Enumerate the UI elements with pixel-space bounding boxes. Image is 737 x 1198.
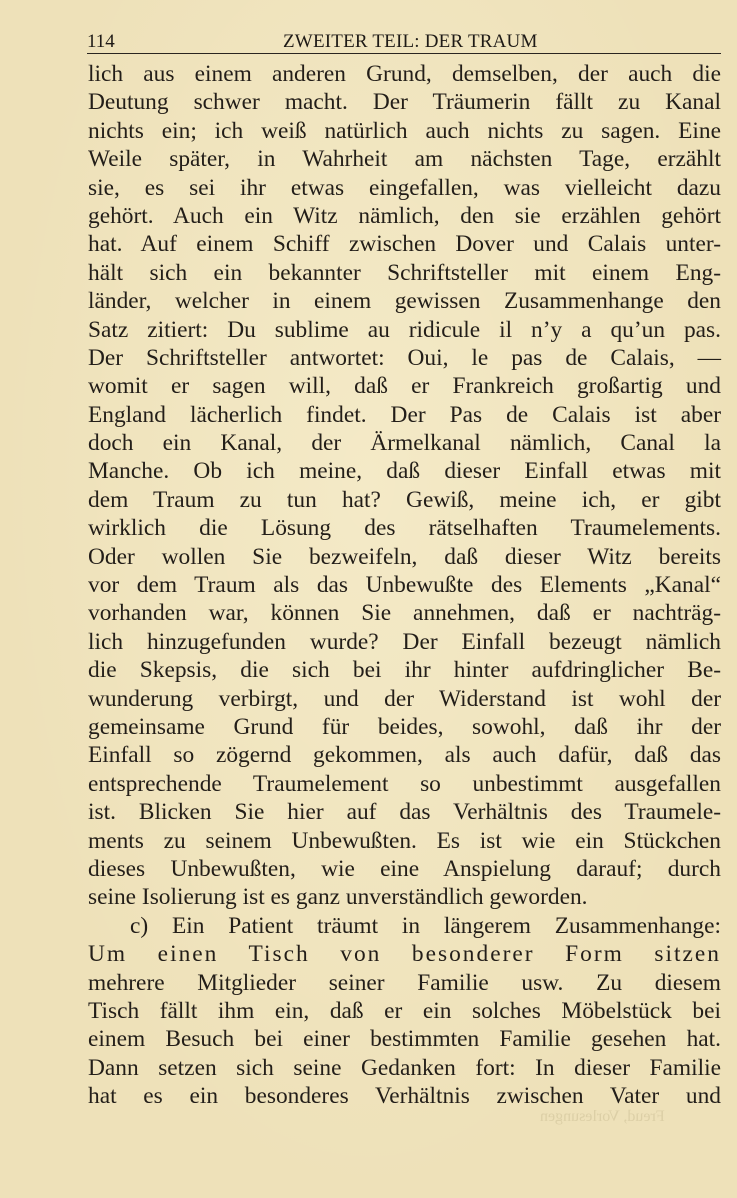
text-line: entsprechende Traumelement so unbestimmt ausgefallen xyxy=(88,770,721,797)
text-line: Satz zitiert: Du sublime au ridicule il n’y a qu’un pas. xyxy=(88,316,721,343)
spaced-text-line: Um einen Tisch von besonderer Form sitzen xyxy=(88,941,721,968)
text-line: die Skepsis, die sich bei ihr hinter aufdringlicher Be- xyxy=(88,657,721,684)
paragraph-end-line: seine Isolierung ist es ganz unverständlich geworden. xyxy=(88,884,588,911)
text-line: Tisch fällt ihm ein, daß er ein solches Möbelstück bei xyxy=(88,997,721,1024)
text-line: womit er sagen will, daß er Frankreich großartig und xyxy=(88,373,721,400)
text-line: einem Besuch bei einer bestimmten Familie gesehen hat. xyxy=(88,1026,721,1053)
text-line: hat. Auf einem Schiff zwischen Dover und Calais unter- xyxy=(88,231,721,258)
text-line: länder, welcher in einem gewissen Zusammenhange den xyxy=(88,288,721,315)
text-line: wirklich die Lösung des rätselhaften Traumelements. xyxy=(88,515,721,542)
header-rule xyxy=(87,53,721,54)
text-line: Weile später, in Wahrheit am nächsten Tage, erzählt xyxy=(88,146,721,173)
text-line: hat es ein besonderes Verhältnis zwischen Vater und xyxy=(88,1083,721,1110)
text-line: gehört. Auch ein Witz nämlich, den sie erzählen gehört xyxy=(88,202,721,229)
text-line: Dann setzen sich seine Gedanken fort: In dieser Familie xyxy=(88,1054,721,1081)
text-line: hält sich ein bekannter Schriftsteller mit einem Eng- xyxy=(88,259,721,286)
text-line: sie, es sei ihr etwas eingefallen, was vielleicht dazu xyxy=(88,174,721,201)
text-line: lich hinzugefunden wurde? Der Einfall bezeugt nämlich xyxy=(88,628,721,655)
text-line: lich aus einem anderen Grund, demselben, der auch die xyxy=(88,61,721,87)
text-line: gemeinsame Grund für beides, sowohl, daß ihr der xyxy=(88,713,721,740)
body-text xyxy=(88,60,721,1110)
running-head: ZWEITER TEIL: DER TRAUM xyxy=(283,31,538,52)
text-line: doch ein Kanal, der Ärmelkanal nämlich, Canal la xyxy=(88,430,721,457)
text-line: nichts ein; ich weiß natürlich auch nichts zu sagen. Eine xyxy=(88,117,721,144)
text-line: mehrere Mitglieder seiner Familie usw. Zu diesem xyxy=(88,969,721,996)
text-line: Der Schriftsteller antwortet: Oui, le pas de Calais, — xyxy=(88,344,721,371)
text-line: vor dem Traum als das Unbewußte des Elements „Kanal“ xyxy=(88,572,721,599)
text-line: ist. Blicken Sie hier auf das Verhältnis des Traumele- xyxy=(88,799,721,826)
text-line: Oder wollen Sie bezweifeln, daß dieser Witz bereits xyxy=(88,543,721,570)
page-header xyxy=(87,28,721,54)
text-line: ments zu seinem Unbewußten. Es ist wie ein Stückchen xyxy=(88,827,721,854)
text-line: vorhanden war, können Sie annehmen, daß er nachträg- xyxy=(88,600,721,627)
text-line: wunderung verbirgt, und der Widerstand ist wohl der xyxy=(88,685,721,712)
text-line: dem Traum zu tun hat? Gewiß, meine ich, er gibt xyxy=(88,486,721,513)
text-line: Manche. Ob ich meine, daß dieser Einfall etwas mit xyxy=(88,458,721,485)
page-number: 114 xyxy=(87,31,115,52)
text-line: Einfall so zögernd gekommen, als auch dafür, daß das xyxy=(88,742,721,769)
bleed-through-text: Freud, Vorlesungen xyxy=(540,1108,665,1125)
text-line: dieses Unbewußten, wie eine Anspielung darauf; durch xyxy=(88,855,721,882)
text-line: Deutung schwer macht. Der Träumerin fällt zu Kanal xyxy=(88,89,721,116)
paragraph-start-line: c) Ein Patient träumt in längerem Zusammenhange: xyxy=(130,912,721,939)
text-line: England lächerlich findet. Der Pas de Calais ist aber xyxy=(88,401,721,428)
